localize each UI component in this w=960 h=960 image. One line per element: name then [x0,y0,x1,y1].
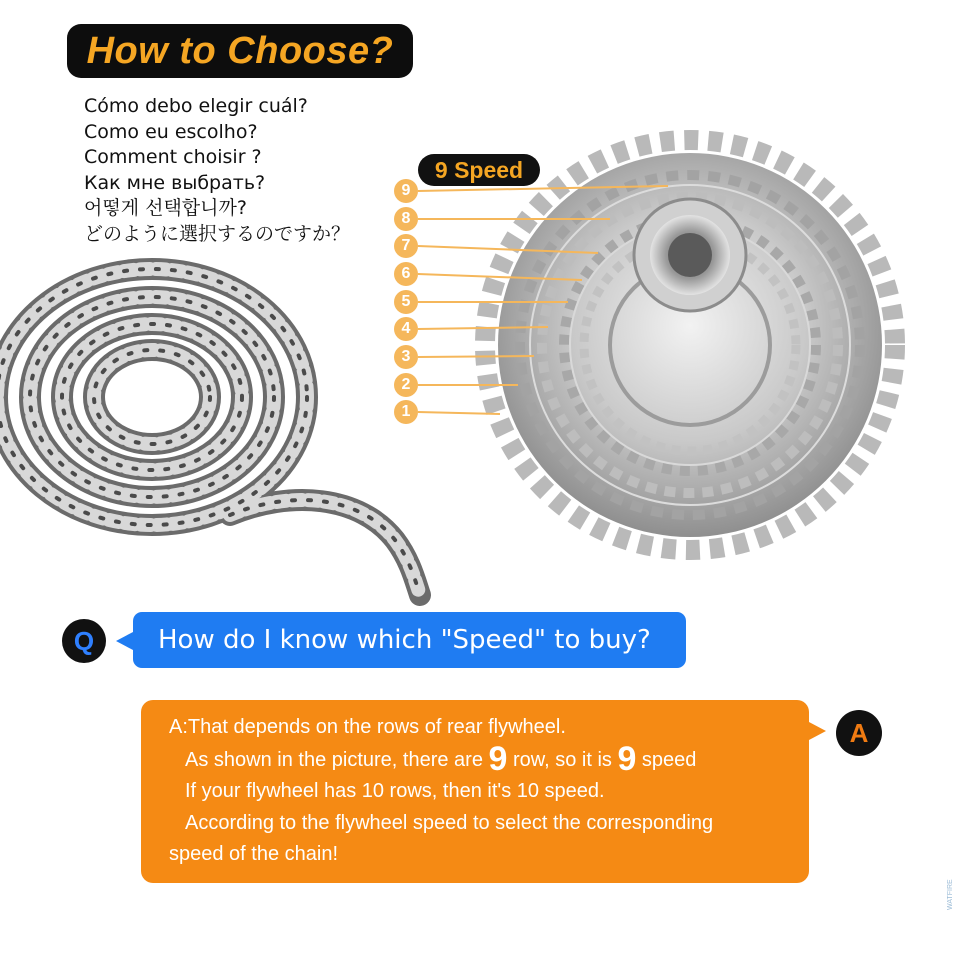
answer-bubble [141,700,809,883]
row-marker-4: 4 [394,317,418,341]
speed-badge-label: 9 Speed [434,156,524,183]
answer-line-2-mid: row, so it is [507,748,618,771]
row-marker-5: 5 [394,290,418,314]
question-korean: 어떻게 선택합니까? [84,197,247,219]
question-text: How do I know which "Speed" to buy? [158,625,651,655]
row-marker-8: 8 [394,207,418,231]
answer-speed-count: 9 [617,739,637,778]
row-marker-7: 7 [394,234,418,258]
page-title: How to Choose? [86,29,394,72]
question-japanese: どのように選択するのですか？ [84,222,351,245]
bike-chain-image [0,269,420,595]
row-marker-1: 1 [394,400,418,424]
answer-line-5: speed of the chain! [169,843,339,865]
answer-line-1: A:That depends on the rows of rear flywheel. [169,716,566,738]
answer-row-count: 9 [488,739,508,778]
answer-line-3: If your flywheel has 10 rows, then it's 10 speed. [185,780,605,802]
row-marker-3: 3 [394,345,418,369]
cassette-flywheel-image [485,140,895,550]
question-russian: Как мне выбрать? [84,171,266,194]
answer-line-2-post: speed [636,748,697,771]
question-portuguese: Como eu escolho? [84,120,258,143]
speed-badge [418,154,540,186]
row-marker-9: 9 [394,179,418,203]
question-spanish: Cómo debo elegir cuál? [84,95,308,117]
answer-text [169,712,713,871]
answer-line-4: According to the flywheel speed to select the corresponding [185,811,714,834]
row-marker-6: 6 [394,262,418,286]
question-bubble [133,612,686,668]
answer-line-2-pre: As shown in the picture, there are [185,748,489,771]
question-marker: Q [62,619,106,663]
row-marker-2: 2 [394,373,418,397]
answer-marker: A [836,710,882,756]
answer-line-2 [169,739,713,778]
brand-watermark: WATFIRE [947,879,954,910]
question-french: Comment choisir ? [84,146,262,168]
